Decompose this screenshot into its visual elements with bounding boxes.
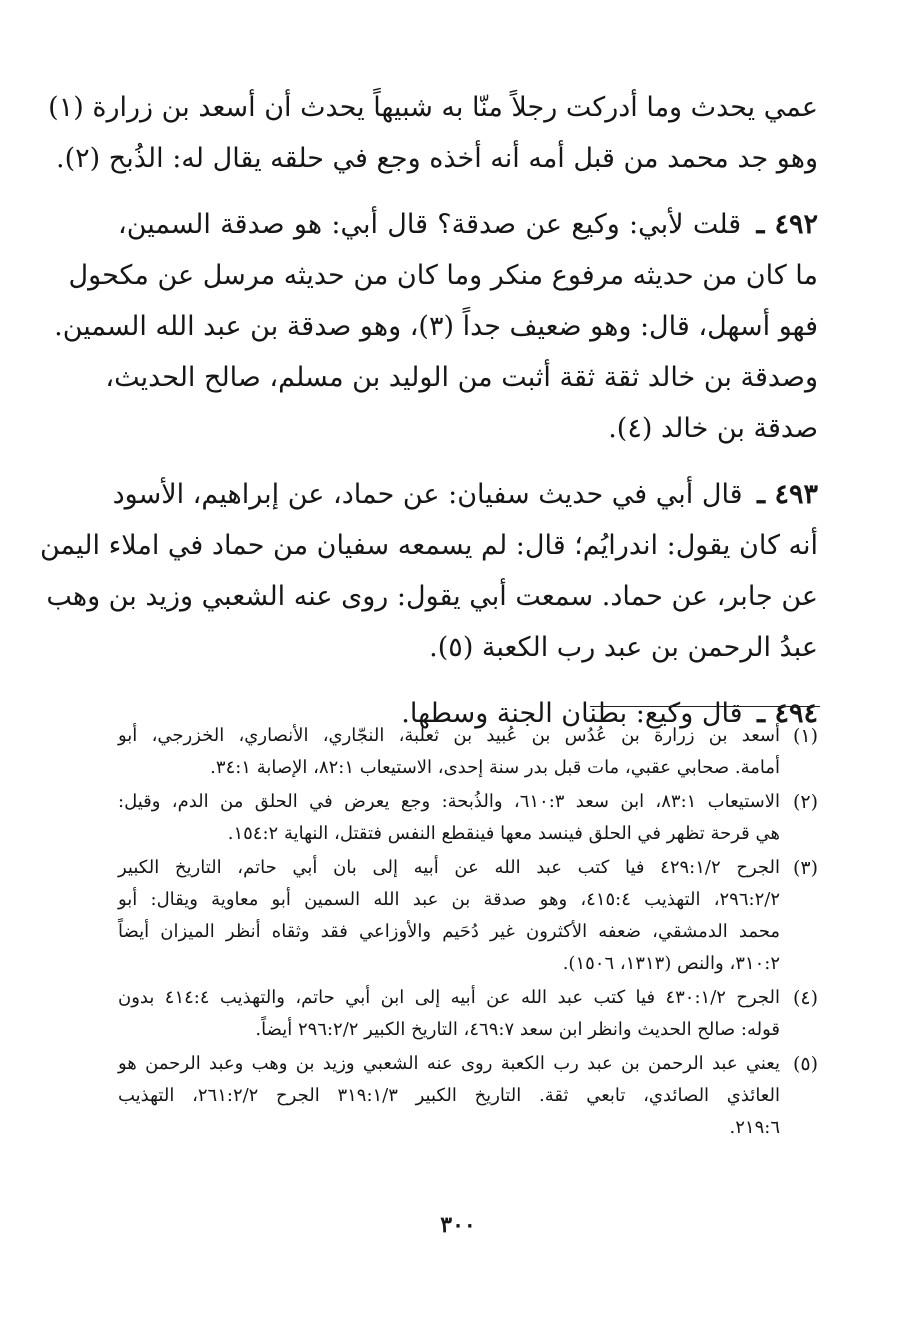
entry-number: ٤٩٢ ـ	[756, 209, 819, 240]
footnote-line: أمامة. صحابي عقبي، مات قبل بدر سنة إحدى، الاستيعاب ٨٢:١، الإصابة ٣٤:١.	[210, 757, 780, 778]
text-line: عبدُ الرحمن بن عبد رب الكعبة (٥).	[429, 632, 818, 663]
text-line-content: قال وكيع: بطنان الجنة وسطها.	[401, 698, 743, 729]
text-line: فهو أسهل، قال: وهو ضعيف جداً (٣)، وهو صدقة بن عبد الله السمين.	[54, 311, 818, 342]
footnote-line: الجرح ٤٣٠:١/٢ فيا كتب عبد الله عن أبيه إلى ابن أبي حاتم، والتهذيب ٤١٤:٤ بدون	[118, 987, 780, 1008]
main-text	[39, 82, 819, 739]
text-line-content: قال أبي في حديث سفيان: عن حماد، عن إبراهيم، الأسود	[112, 479, 743, 510]
text-line: عمي يحدث وما أدركت رجلاً منّا به شبيهاً يحدث أن أسعد بن زرارة (١)	[48, 92, 818, 123]
footnote-marker: (٣)	[792, 857, 818, 879]
entry-491	[48, 82, 818, 184]
footnote-marker: (٥)	[792, 1053, 818, 1075]
footnote-line: ٢١٩:٦.	[729, 1117, 780, 1138]
text-line-content: قلت لأبي: وكيع عن صدقة؟ قال أبي: هو صدقة السمين،	[118, 209, 742, 240]
footnote	[118, 786, 818, 850]
text-line: وهو جد محمد من قبل أمه أنه أخذه وجع في حلقه يقال له: الذُبح (٢).	[56, 143, 818, 174]
text-line	[112, 469, 818, 520]
text-line: صدقة بن خالد (٤).	[608, 413, 818, 444]
footnote	[118, 720, 818, 784]
footnote-line: ٢٩٦:٢/٢، التهذيب ٤١٥:٤، وهو صدقة بن عبد الله السمين أبو معاوية ويقال: أبو	[118, 889, 780, 910]
footnote-marker: (٢)	[792, 791, 818, 813]
footnote-line: قوله: صالح الحديث وانظر ابن سعد ٤٦٩:٧، التاريخ الكبير ٢٩٦:٢/٢ أيضاً.	[255, 1019, 780, 1040]
footnote-line: ٣١٠:٢، والنص (١٣١٣، ١٥٠٦).	[562, 953, 780, 974]
text-line: ما كان من حديثه مرفوع منكر وما كان من حديثه مرسل عن مكحول	[68, 260, 818, 291]
entry-492	[54, 199, 819, 454]
footnotes	[118, 720, 818, 1146]
footnote-line: الاستيعاب ٨٣:١، ابن سعد ٦١٠:٣، والذُبحة: وجع يعرض في الحلق من الدم، وقيل:	[118, 791, 781, 812]
footnote	[118, 852, 818, 980]
footnote-line: العائذي الصائدي، تابعي ثقة. التاريخ الكبير ٣١٩:١/٣ الجرح ٢٦١:٢/٢، التهذيب	[118, 1085, 780, 1106]
text-line	[118, 199, 818, 250]
footnote-line: محمد الدمشقي، ضعفه الأكثرون غير دُحَيم والأوزاعي فقد وثقاه أنظر الميزان أيضاً	[118, 921, 780, 942]
footnote-marker: (١)	[792, 725, 818, 747]
footnote	[118, 1048, 818, 1144]
footnote-marker: (٤)	[792, 987, 818, 1009]
footnote-line: هي قرحة تظهر في الحلق فينسد معها فينقطع النفس فتقتل، النهاية ١٥٤:٢.	[227, 823, 780, 844]
footnote-divider	[590, 706, 820, 707]
footnote-line: الجرح ٤٢٩:١/٢ فيا كتب عبد الله عن أبيه إلى بان أبي حاتم، التاريخ الكبير	[118, 857, 780, 878]
text-line: عن جابر، عن حماد. سمعت أبي يقول: روى عنه الشعبي وزيد بن وهب	[46, 581, 818, 612]
footnote-line: أسعد بن زرارة بن عُدُس بن عُبيد بن ثعلبة، النجّاري، الأنصاري، الخزرجي، أبو	[118, 725, 780, 746]
text-line: أنه كان يقول: اندرايُم؛ قال: لم يسمعه سفيان من حماد في املاء اليمن	[39, 530, 818, 561]
page-number: ٣٠٠	[440, 1212, 476, 1238]
text-line: وصدقة بن خالد ثقة ثقة أثبت من الوليد بن مسلم، صالح الحديث،	[105, 362, 818, 393]
entry-493	[39, 469, 818, 673]
footnote	[118, 982, 818, 1046]
footnote-line: يعني عبد الرحمن بن عبد رب الكعبة روى عنه الشعبي وزيد بن وهب وعبد الرحمن هو	[118, 1053, 780, 1074]
entry-number: ٤٩٣ ـ	[757, 479, 818, 510]
entry-number: ٤٩٤ ـ	[757, 698, 818, 729]
